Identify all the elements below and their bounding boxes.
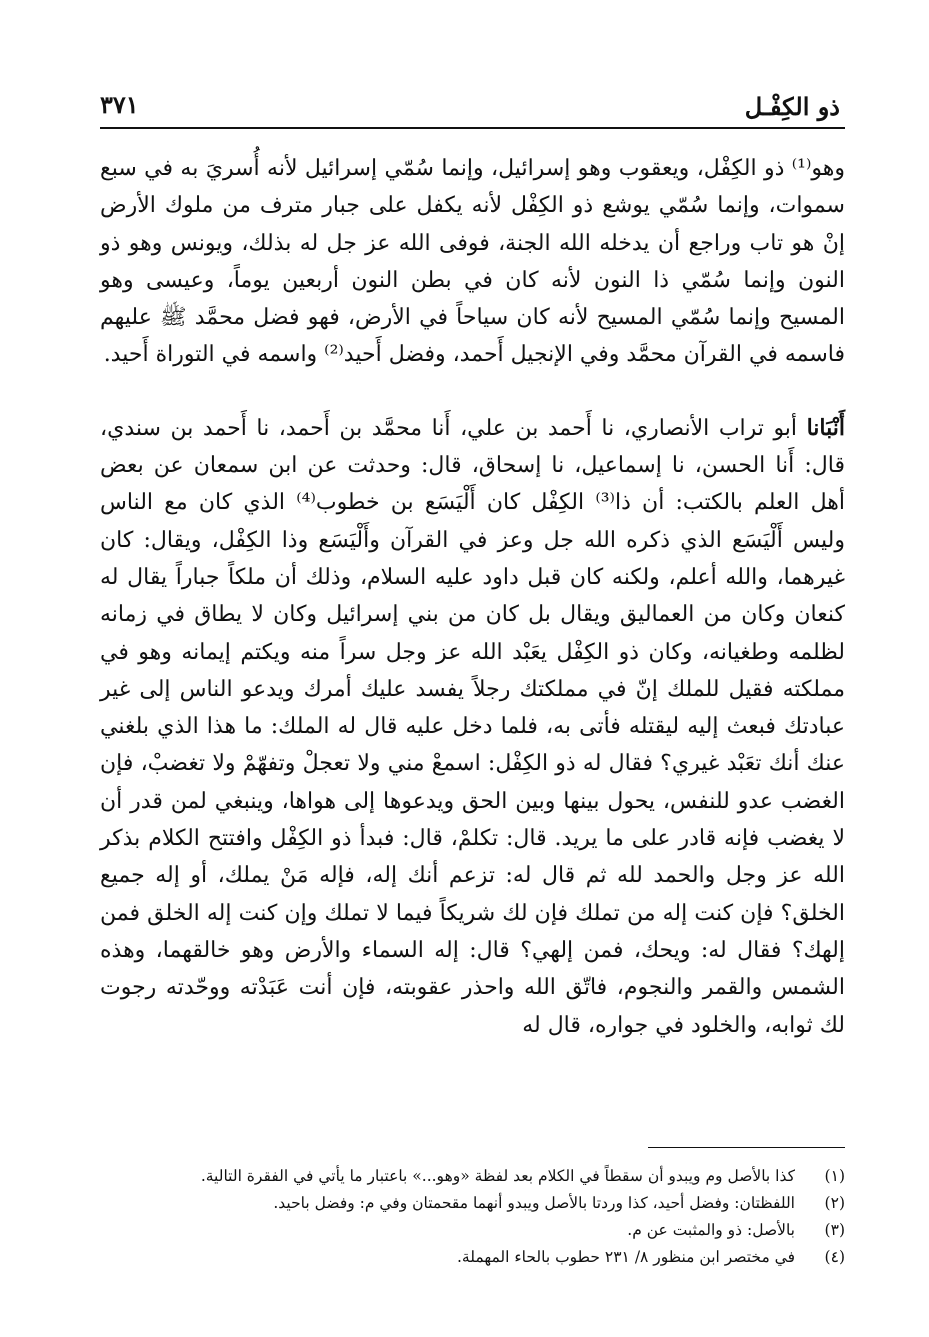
footnote (100, 1190, 845, 1217)
page-number: ٣٧١ (100, 90, 139, 119)
paragraph (100, 150, 845, 374)
footnote-text: كذا بالأصل وم ويبدو أن سقطاً في الكلام بعد لفظة «وهو...» باعتبار ما يأتي في الفقرة التالية. (200, 1167, 795, 1185)
paragraph-text: أبو تراب الأنصاري، نا أَحمد بن علي، أَنا محمَّد بن أَحمد، نا أَحمد بن سندي، قال: أَنا الحسن، نا إسماعيل، نا إسحاق، قال: وحدثت عن ابن سمعان عن بعض أهل العلم بالكتب: أن ذا⁽³⁾ الكِفْل كان أَلْيَسَع بن خطوب⁽⁴⁾ الذي كان مع الناس وليس أَلْيَسَع الذي ذكره الله جل وعز في القرآن وأَلْيَسَع وذا الكِفْل، ويقال: كان غيرهما، والله أعلم، ولكنه كان قبل داود عليه السلام، وذلك أن ملكاً جباراً يقال له كنعان وكان من العماليق ويقال بل كان من بني إسرائيل وكان لا يطاق في زمانه لظلمه وطغيانه، وكان ذو الكِفْل يعَبْد الله عز وجل سراً منه ويكتم إيمانه وهو في مملكته فقيل للملك إنّ في مملكتك رجلاً يفسد عليك أمرك ويدعو الناس إلى غير عبادتك فبعث إليه ليقتله فأتى به، فلما دخل عليه قال له الملك: ما هذا الذي بلغني عنك أنك تعَبْد غيري؟ فقال له ذو الكِفْل: اسمعْ مني ولا تعجلْ وتفهّمْ ولا تغضبْ، فإن الغضب عدو للنفس، يحول بينها وبين الحق ويدعوها إلى هواها، وينبغي لمن قدر أن لا يغضب فإنه قادر على ما يريد. قال: تكلمْ، قال: فبدأ ذو الكِفْل وافتتح الكلام بذكر الله عز وجل والحمد لله ثم قال له: تزعم أنك إله، فإله مَنْ يملك، أو إله جميع الخلق؟ فإن كنت إله من تملك فإن لك شريكاً فيما لا تملك وإن كنت إله الخلق فمن إلهك؟ فقال له: ويحك، فمن إلهي؟ قال: إله السماء والأرض وهو خالقهما، وهذه الشمس والقمر والنجوم، فاتّق الله واحذر عقوبته، فإن أنت عَبَدْته ووحّدته رجوت لك ثوابه، والخلود في جواره، قال له (100, 415, 845, 1038)
header-divider (100, 127, 845, 129)
main-text (100, 150, 845, 1044)
chapter-title: ذو الكِفْـل (744, 92, 840, 121)
footnote-number: (٢) (824, 1194, 845, 1212)
footnote-number: (١) (824, 1167, 845, 1185)
footnote-divider (648, 1147, 845, 1148)
footnote (100, 1217, 845, 1244)
footnote-text: بالأصل: ذو والمثبت عن م. (627, 1221, 795, 1239)
footnote (100, 1163, 845, 1190)
paragraph (100, 410, 845, 1044)
footnotes (100, 1163, 845, 1271)
footnote-text: اللفظتان: وفضل أحيد، كذا وردتا بالأصل ويبدو أنهما مقحمتان وفي م: وفضل باحيد. (273, 1194, 795, 1212)
footnote (100, 1244, 845, 1271)
footnote-number: (٣) (824, 1221, 845, 1239)
footnote-text: في مختصر ابن منظور ٨/ ٢٣١ حطوب بالحاء المهملة. (456, 1248, 795, 1266)
paragraph-text: وهو⁽¹⁾ ذو الكِفْل، ويعقوب وهو إسرائيل، وإنما سُمّي إسرائيل لأنه أُسريَ به في سبع سموات، وإنما سُمّي يوشع ذو الكِفْل لأنه يكفل على جبار مترف من ملوك الأرض إنْ هو تاب وراجع أن يدخله الله الجنة، فوفى الله عز جل له بذلك، ويونس وهو ذو النون وإنما سُمّي ذا النون لأنه كان في بطن النون أربعين يوماً، وعيسى وهو المسيح وإنما سُمّي المسيح لأنه كان سياحاً في الأرض، فهو فضل محمَّد ﷺ عليهم فاسمه في القرآن محمَّد وفي الإنجيل أَحمد، وفضل أَحيد⁽²⁾ واسمه في التوراة أَحيد. (100, 156, 845, 368)
paragraph-lead: أَنْبَانا (806, 414, 845, 441)
footnote-number: (٤) (824, 1248, 845, 1266)
running-header (100, 82, 840, 126)
